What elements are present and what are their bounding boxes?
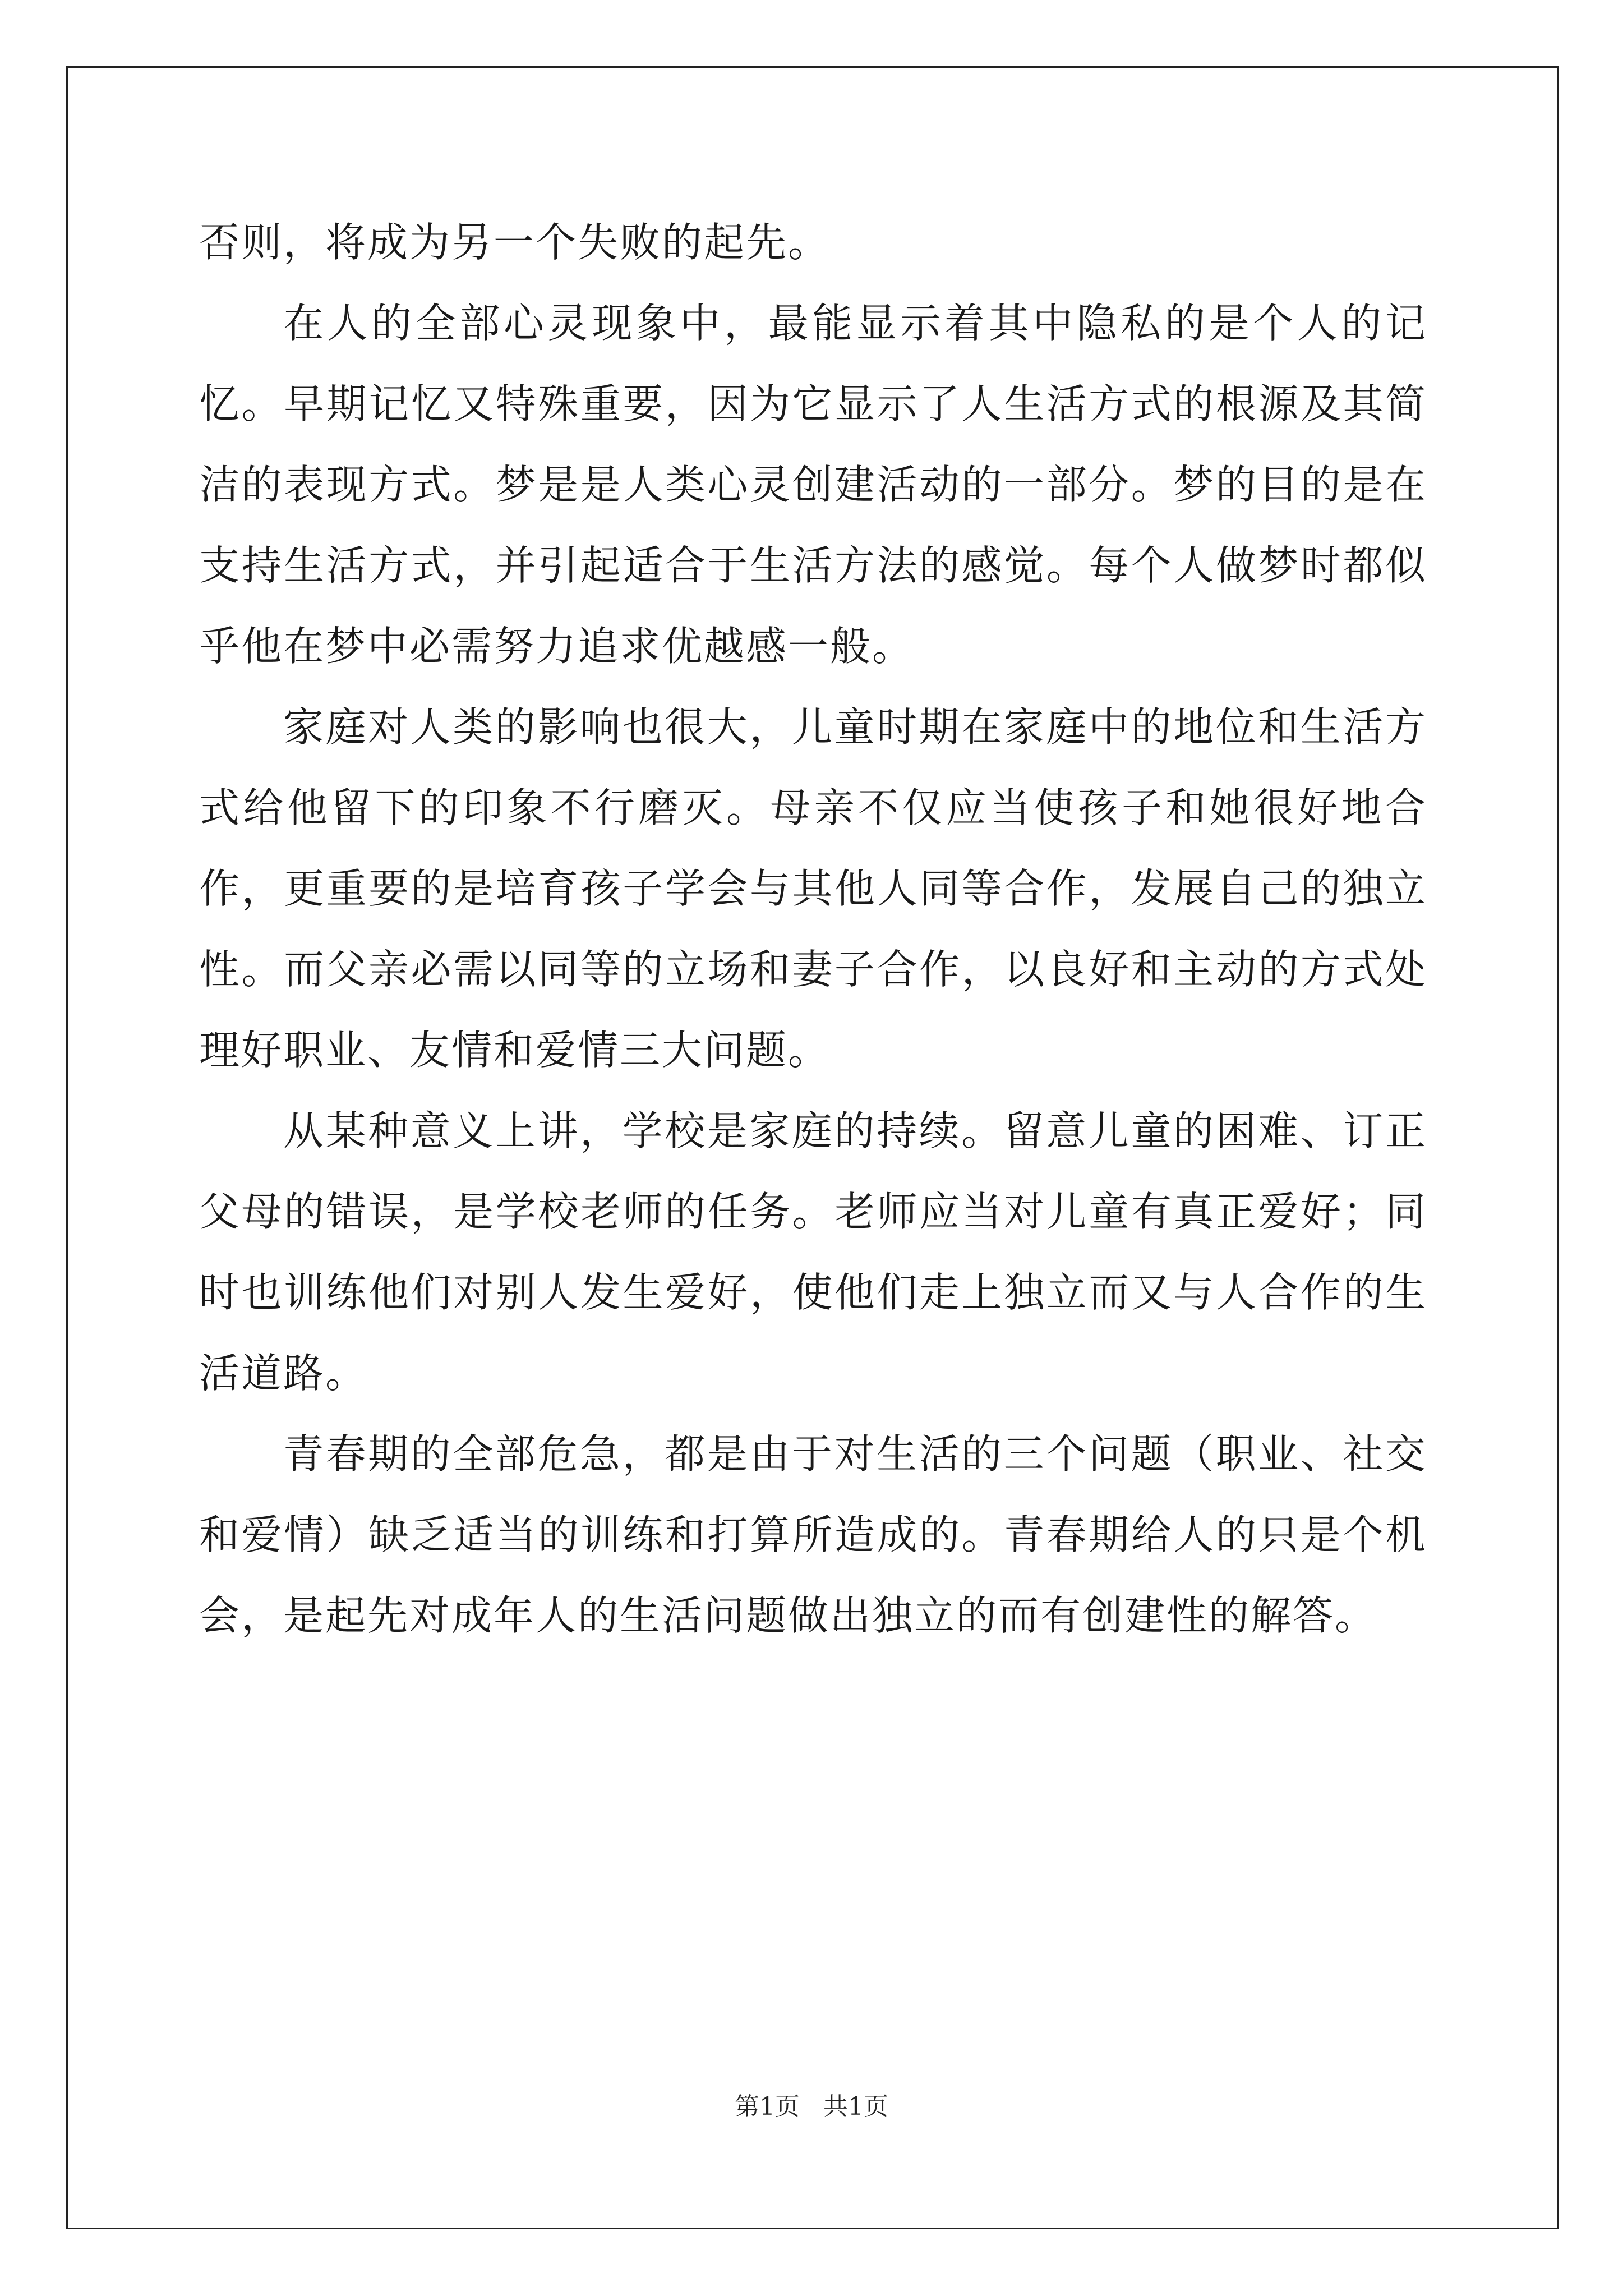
page-total: 共1页 (823, 2092, 888, 2121)
paragraph-3: 家庭对人类的影响也很大，儿童时期在家庭中的地位和生活方式给他留下的印象不行磨灭。母亲不仅应当使孩子和她很好地合作，更重要的是培育孩子学会与其他人同等合作，发展自己的独立性。而父亲必需以同等的立场和妻子合作，以良好和主动的方式处理好职业、友情和爱情三大问题。 (199, 703, 1427, 1074)
paragraph-5: 青春期的全部危急，都是由于对生活的三个问题（职业、社交和爱情）缺乏适当的训练和打算所造成的。青春期给人的只是个机会，是起先对成年人的生活问题做出独立的而有创建性的解答。 (199, 1430, 1427, 1639)
paragraph-1: 否则，将成为另一个失败的起先。 (199, 219, 831, 266)
page-footer (0, 2091, 1623, 2123)
document-body (199, 202, 1427, 1656)
paragraph-2: 在人的全部心灵现象中，最能显示着其中隐私的是个人的记忆。早期记忆又特殊重要，因为它显示了人生活方式的根源及其简洁的表现方式。梦是是人类心灵创建活动的一部分。梦的目的是在支持生活方式，并引起适合于生活方法的感觉。每个人做梦时都似乎他在梦中必需努力追求优越感一般。 (199, 300, 1427, 670)
paragraph-4: 从某种意义上讲，学校是家庭的持续。留意儿童的困难、订正父母的错误，是学校老师的任务。老师应当对儿童有真正爱好；同时也训练他们对别人发生爱好，使他们走上独立而又与人合作的生活道路。 (199, 1107, 1427, 1397)
page-number: 第1页 (735, 2092, 800, 2121)
